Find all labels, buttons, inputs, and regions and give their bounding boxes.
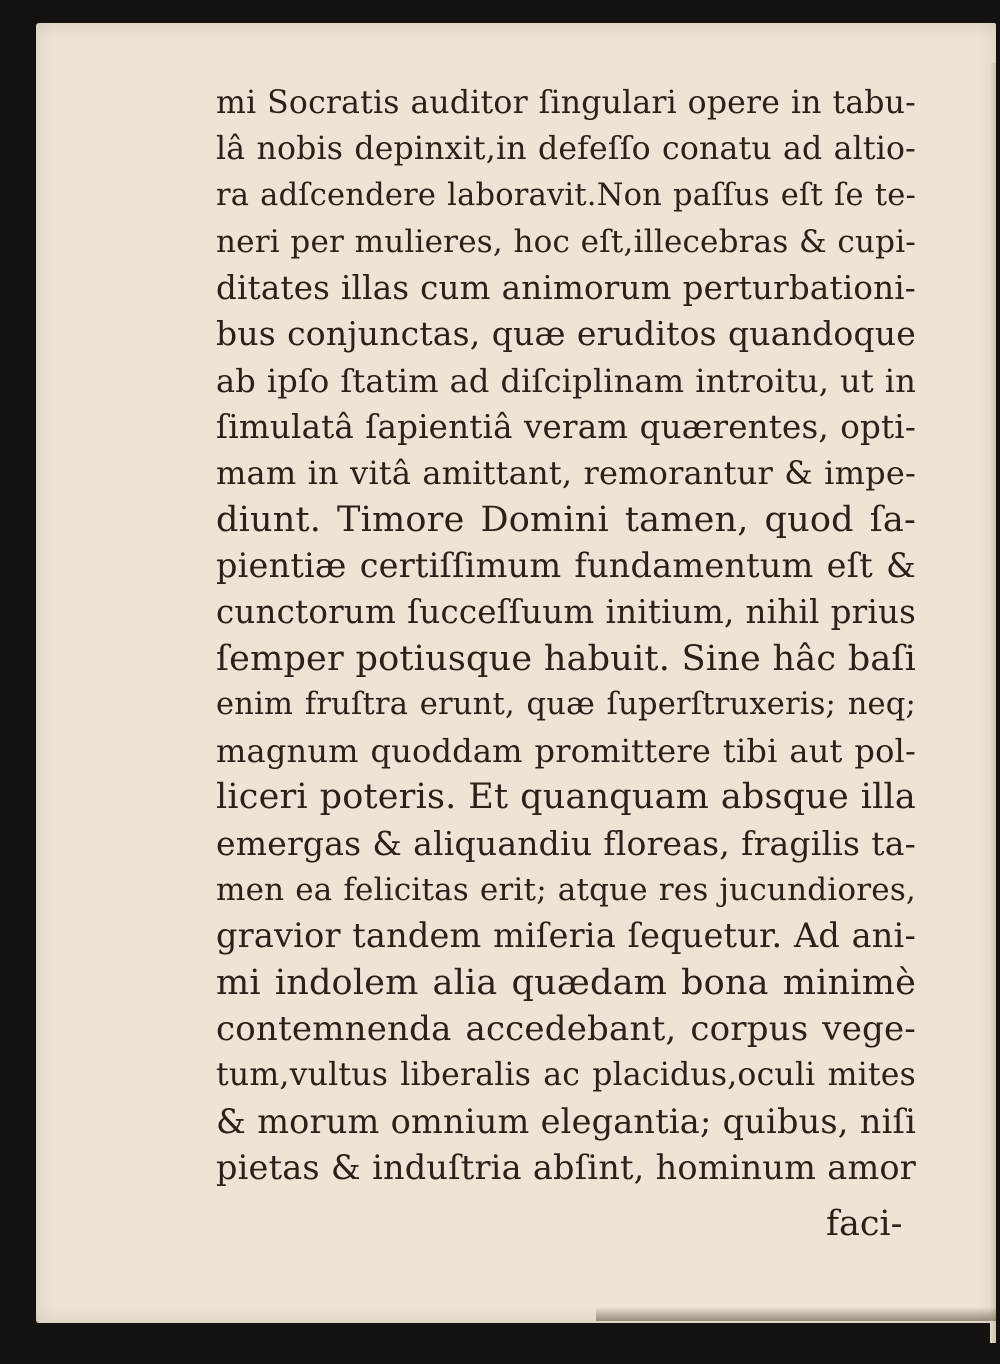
text-line: mam in vitâ amittant, remorantur & impe- [216,454,916,493]
text-line: contemnenda accedebant, corpus vege- [216,1008,916,1049]
text-line: cunctorum ſucceſſuum initium, nihil prius [216,593,916,632]
body-text [216,80,916,1191]
text-line: tum,vultus liberalis ac placidus,oculi mites [216,1057,916,1094]
text-line: liceri poteris. Et quanquam absque illa [216,777,916,818]
text-line: mi indolem alia quædam bona minimè [216,962,916,1003]
text-line: gravior tandem miſeria ſequetur. Ad ani- [216,916,916,956]
text-line: magnum quoddam promittere tibi aut pol- [216,732,916,771]
catchword: faci- [826,1204,903,1244]
text-line: enim fruſtra erunt, quæ ſuperſtruxeris; neq; [216,686,916,722]
text-line: men ea felicitas erit; atque res jucundiores, [216,872,916,909]
text-line: pietas & induſtria abſint, hominum amor [216,1147,916,1187]
text-line: ſimulatâ ſapientiâ veram quærentes, opti- [216,408,916,447]
text-line: diunt. Timore Domini tamen, quod ſa- [216,499,916,540]
text-line: ſemper potiusque habuit. Sine hâc baſi [216,638,916,679]
text-line: neri per mulieres, hoc eſt,illecebras & cupi- [216,223,916,260]
text-line: ab ipſo ſtatim ad diſciplinam introitu, ut in [216,361,916,400]
text-line: ditates illas cum animorum perturbationi- [216,269,916,308]
text-line: lâ nobis depinxit,in defeſſo conatu ad altio- [216,131,916,168]
text-line: emergas & aliquandiu floreas, fragilis ta- [216,823,916,863]
page-stain [596,1307,996,1321]
text-line: bus conjunctas, quæ eruditos quandoque [216,314,916,354]
page-edge [990,63,996,1343]
text-line: ra adſcendere laboravit.Non paſſus eſt ſe te- [216,177,916,213]
text-line: mi Socratis auditor ſingulari opere in tabu- [216,85,916,121]
text-line: & morum omnium elegantia; quibus, niſi [216,1101,916,1141]
text-line: pientiæ certiſſimum fundamentum eſt & [216,545,916,585]
